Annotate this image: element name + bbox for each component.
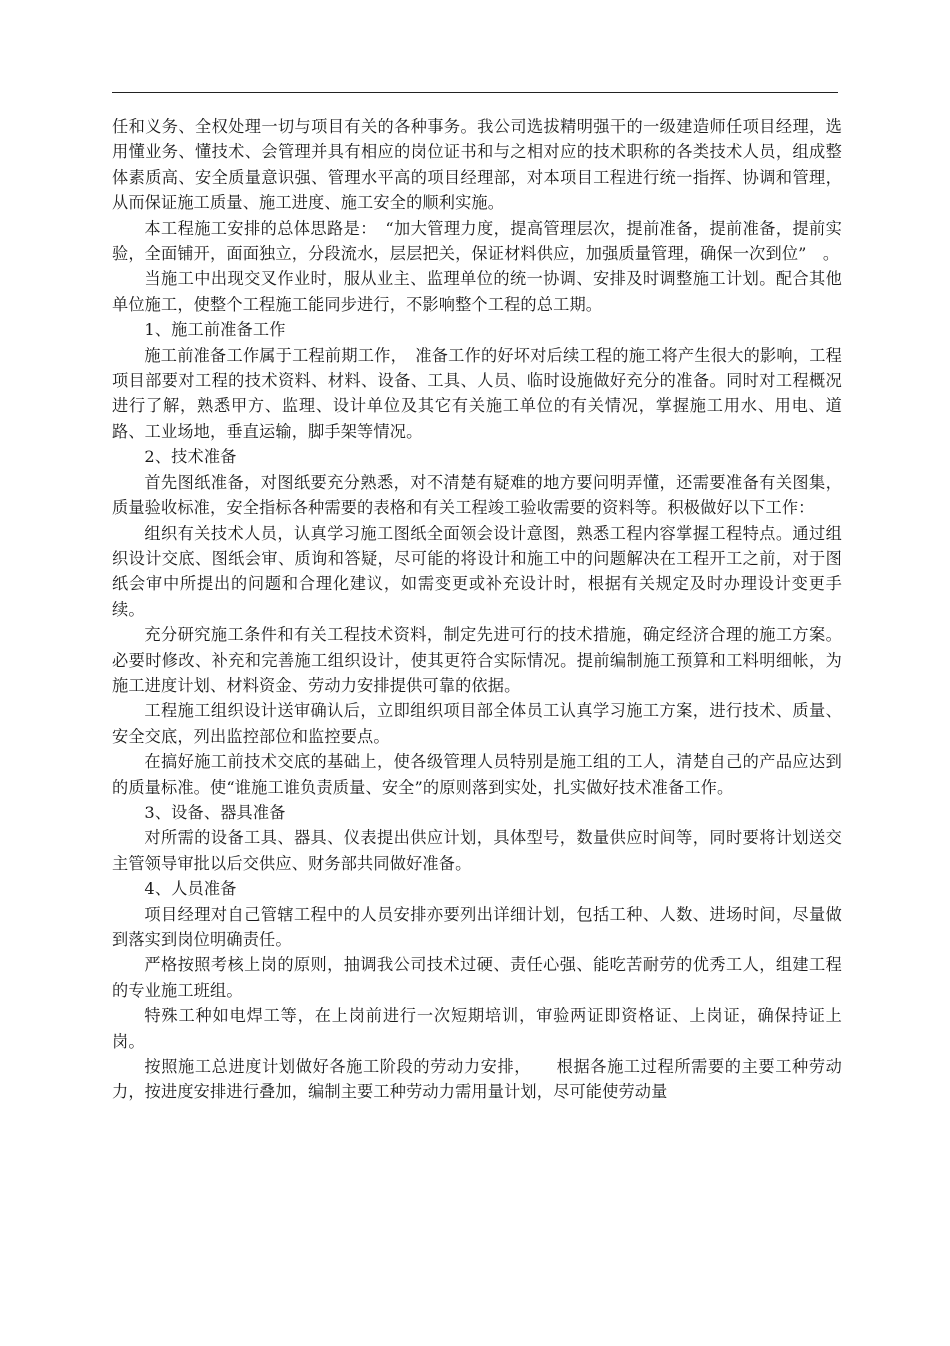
- paragraph: 本工程施工安排的总体思路是： “加大管理力度，提高管理层次，提前准备，提前准备，提前实验，全面铺开，面面独立，分段流水，层层把关，保证材料供应，加强质量管理，确保一次到位” 。: [112, 218, 842, 264]
- paragraph: 首先图纸准备，对图纸要充分熟悉，对不清楚有疑难的地方要问明弄懂，还需要准备有关图集，质量验收标准，安全指标各种需要的表格和有关工程竣工验收需要的资料等。积极做好以下工作：: [112, 472, 842, 518]
- header-rule: [112, 92, 838, 93]
- paragraph: 当施工中出现交叉作业时，服从业主、监理单位的统一协调、安排及时调整施工计划。配合其他单位施工，使整个工程施工能同步进行，不影响整个工程的总工期。: [112, 269, 842, 314]
- paragraph: 充分研究施工条件和有关工程技术资料，制定先进可行的技术措施，确定经济合理的施工方案。必要时修改、补充和完善施工组织设计，使其更符合实际情况。提前编制施工预算和工料明细帐，为施工进度计划、材料资金、劳动力安排提供可靠的依据。: [112, 625, 842, 695]
- paragraph: 特殊工种如电焊工等，在上岗前进行一次短期培训，审验两证即资格证、上岗证，确保持证上岗。: [112, 1006, 842, 1051]
- paragraph: 对所需的设备工具、器具、仪表提出供应计划，具体型号，数量供应时间等，同时要将计划送交主管领导审批以后交供应、财务部共同做好准备。: [112, 828, 842, 873]
- section-heading: 1、施工前准备工作: [144, 320, 286, 340]
- body-text: [112, 114, 842, 1105]
- paragraph: 施工前准备工作属于工程前期工作， 准备工作的好坏对后续工程的施工将产生很大的影响，工程项目部要对工程的技术资料、材料、设备、工具、人员、临时设施做好充分的准备。同时对工程概况进行了解，熟悉甲方、监理、设计单位及其它有关施工单位的有关情况，掌握施工用水、用电、道路、工业场地，垂直运输，脚手架等情况。: [112, 345, 842, 441]
- paragraph: 严格按照考核上岗的原则，抽调我公司技术过硬、责任心强、能吃苦耐劳的优秀工人，组建工程的专业施工班组。: [112, 955, 842, 1000]
- section-heading: 4、人员准备: [144, 879, 237, 899]
- paragraph: 任和义务、全权处理一切与项目有关的各种事务。我公司选拔精明强干的一级建造师任项目经理，选用懂业务、懂技术、会管理并具有相应的岗位证书和与之相对应的技术职称的各类技术人员，组成整体素质高、安全质量意识强、管理水平高的项目经理部，对本项目工程进行统一指挥、协调和管理，从而保证施工质量、施工进度、施工安全的顺利实施。: [112, 117, 842, 213]
- paragraph: 工程施工组织设计送审确认后，立即组织项目部全体员工认真学习施工方案，进行技术、质量、安全交底，列出监控部位和监控要点。: [112, 701, 842, 746]
- section-heading: 3、设备、器具准备: [144, 802, 286, 822]
- paragraph: 按照施工总进度计划做好各施工阶段的劳动力安排， 根据各施工过程所需要的主要工种劳动力，按进度安排进行叠加，编制主要工种劳动力需用量计划，尽可能使劳动量: [112, 1057, 842, 1102]
- paragraph: 在搞好施工前技术交底的基础上，使各级管理人员特别是施工组的工人，清楚自己的产品应达到的质量标准。使“谁施工谁负责质量、安全”的原则落到实处，扎实做好技术准备工作。: [112, 752, 842, 797]
- paragraph: 项目经理对自己管辖工程中的人员安排亦要列出详细计划，包括工种、人数、进场时间，尽量做到落实到岗位明确责任。: [112, 904, 842, 949]
- paragraph: 组织有关技术人员，认真学习施工图纸全面领会设计意图，熟悉工程内容掌握工程特点。通过组织设计交底、图纸会审、质询和答疑，尽可能的将设计和施工中的问题解决在工程开工之前，对于图纸会审中所提出的问题和合理化建议，如需变更或补充设计时，根据有关规定及时办理设计变更手续。: [112, 523, 842, 619]
- section-heading: 2、技术准备: [144, 447, 237, 467]
